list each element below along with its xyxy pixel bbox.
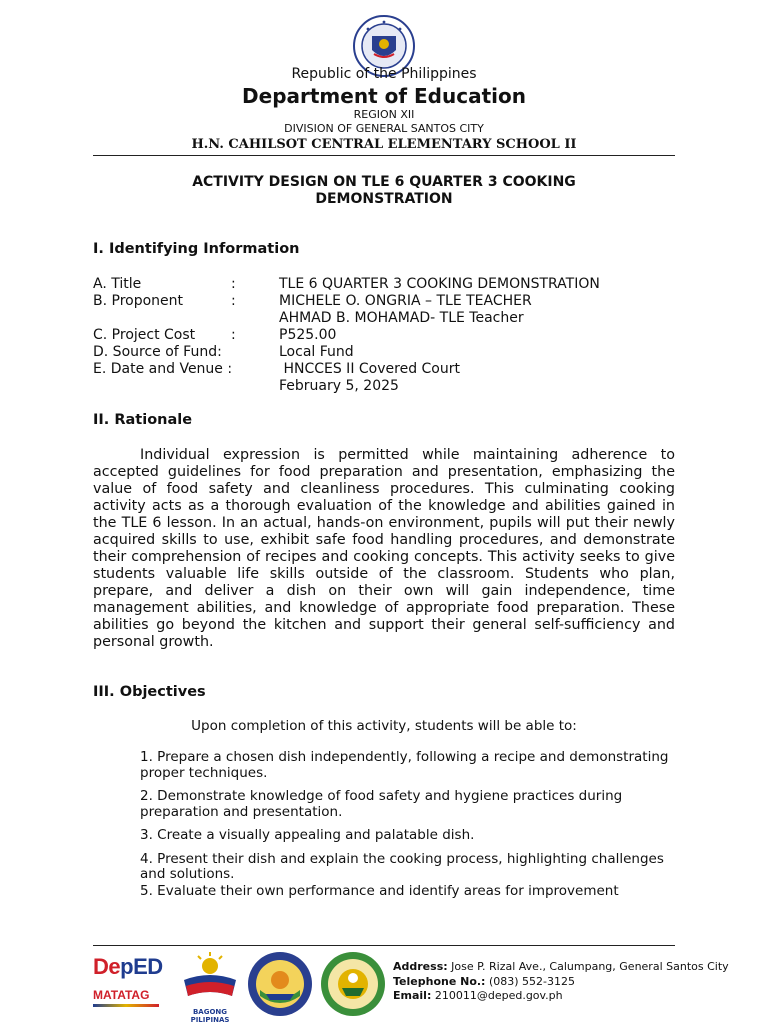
info-colon: : [231,293,236,309]
info-value: Local Fund [279,344,354,360]
info-colon: : [231,327,236,343]
address-line [393,960,729,975]
matatag-label: MATATAG [93,988,150,1002]
bagong-pilipinas-label: BAGONG PILIPINAS [190,1008,230,1024]
email-label: Email: [393,989,432,1002]
school-name: H.N. CAHILSOT CENTRAL ELEMENTARY SCHOOL II [191,137,577,152]
department-name: Department of Education [242,84,526,108]
header-divider [93,155,675,156]
info-value: TLE 6 QUARTER 3 COOKING DEMONSTRATION [279,276,600,292]
info-value: P525.00 [279,327,337,343]
info-value: MICHELE O. ONGRIA – TLE TEACHER [279,293,532,309]
objectives-list [140,750,670,907]
phone-label: Telephone No.: [393,974,486,988]
region-line: REGION XII [353,108,415,121]
email-line [393,989,729,1004]
division-line: DIVISION OF GENERAL SANTOS CITY [284,122,484,135]
section-heading-objectives: III. Objectives [93,684,206,700]
list-item: 3. Create a visually appealing and palatable dish. [140,827,475,843]
address-label: Address: [393,960,448,973]
bagong-pilipinas-logo [176,952,244,1024]
republic-line: Republic of the Philippines [291,66,477,82]
list-item: 5. Evaluate their own performance and identify areas for improvement [140,882,619,899]
contact-info [393,960,729,1004]
phone-value: (083) 552-3125 [488,974,576,988]
info-label: E. Date and Venue : [93,361,233,377]
info-label: A. Title [93,276,142,292]
info-value: HNCCES II Covered Court [279,361,460,377]
info-label: C. Project Cost [93,327,196,343]
school-seal-logo [318,950,388,1018]
objectives-intro: Upon completion of this activity, students will be able to: [191,718,577,734]
footer-divider [93,945,675,946]
info-value: AHMAD B. MOHAMAD- TLE Teacher [279,310,524,326]
phone-line [393,975,729,990]
info-value: February 5, 2025 [279,378,399,394]
info-label: B. Proponent [93,293,184,309]
info-label: D. Source of Fund: [93,344,222,360]
address-value: Jose P. Rizal Ave., Calumpang, General Santos City [451,960,729,973]
list-item: 4. Present their dish and explain the cooking process, highlighting challenges and solutions. [140,850,664,882]
list-item: 1. Prepare a chosen dish independently, following a recipe and demonstrating proper techniques. [140,749,669,781]
section-heading-identifying: I. Identifying Information [93,241,300,257]
section-heading-rationale: II. Rationale [93,412,193,428]
document-title-line-1: ACTIVITY DESIGN ON TLE 6 QUARTER 3 COOKING [192,174,576,190]
division-seal-logo [246,950,314,1018]
identifying-info-table [93,276,675,396]
list-item: 2. Demonstrate knowledge of food safety and hygiene practices during preparation and presentation. [140,788,623,820]
deped-matatag-logo: DepED MATATAG [93,955,165,1013]
info-colon: : [231,276,236,292]
email-value[interactable]: 210011@deped.gov.ph [434,989,563,1002]
document-title-line-2: DEMONSTRATION [315,191,453,207]
rationale-paragraph: Individual expression is permitted while maintaining adherence to accepted guidelines for food preparation and presentation, emphasizing the value of food safety and cleanliness procedures. This culminating cooking activity acts as a thorough evaluation of the knowledge and abilities gained in the TLE 6 lesson. In an actual, hands-on environment, pupils will put their newly acquired skills to use, exhibit safe food handling procedures, and demonstrate their comprehension of recipes and cooking concepts. This activity seeks to give students valuable life skills outside of the classroom. Students who plan, prepare, and deliver a dish on their own will gain independence, time management abilities, and knowledge of appropriate food preparation. These abilities go beyond the kitchen and support their general self-sufficiency and personal growth. [93,447,675,650]
